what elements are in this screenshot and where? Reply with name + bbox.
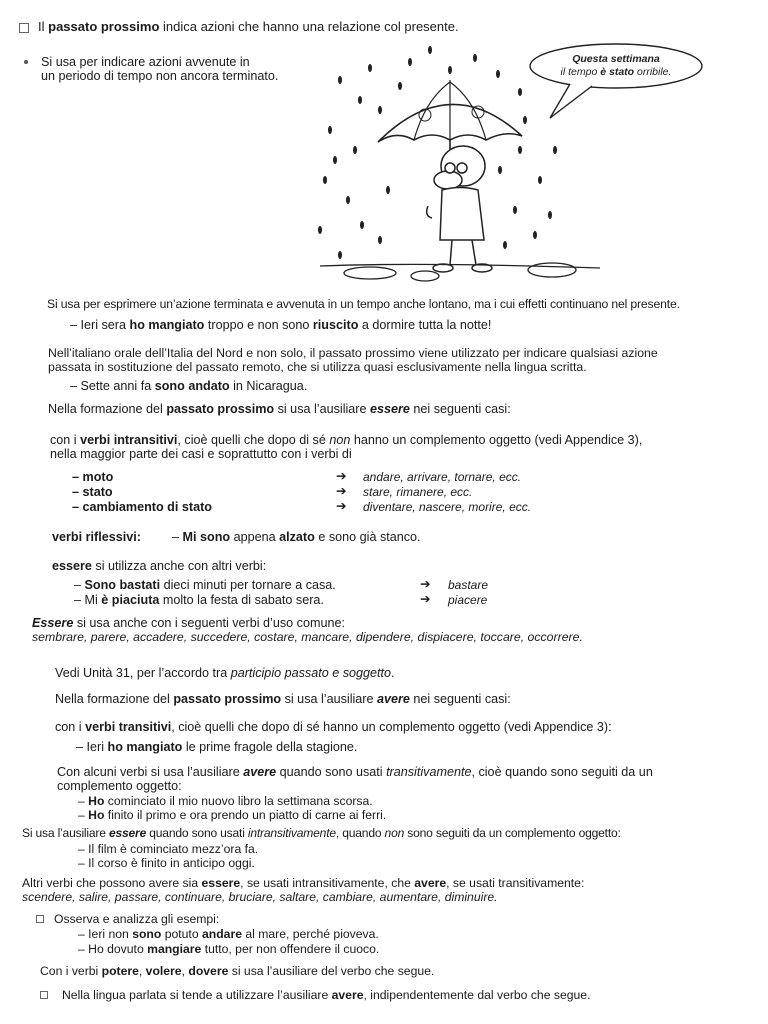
intro-term: passato prossimo xyxy=(48,19,160,34)
observe-title: Osserva e analizza gli esempi: xyxy=(54,912,220,926)
ex-text: in Nicaragua. xyxy=(229,379,308,393)
north-line1: Nell’italiano orale dell’Italia del Nord e non solo, il passato prossimo viene utilizzato per indicare qualsiasi azione xyxy=(48,346,658,360)
north-example xyxy=(70,379,307,394)
use1-line1: Si usa per indicare azioni avvenute in xyxy=(41,55,250,69)
observe-example1: – Ieri non sono potuto andare al mare, perché pioveva. xyxy=(78,927,379,941)
observe-example2: – Ho dovuto mangiare tutto, per non offendere il cuoco. xyxy=(78,942,380,956)
speech-bubble-tail xyxy=(550,84,592,118)
other-verbs-example2: – Mi è piaciuta molto la festa di sabato sera. xyxy=(74,593,324,607)
verb-group-label: – cambiamento di stato xyxy=(72,500,212,514)
reflexive-line: verbi riflessivi: xyxy=(52,530,141,544)
both-line: Altri verbi che possono avere sia essere, se usati intransitivamente, che avere, se usati transitivamente: xyxy=(22,876,585,890)
rain-umbrella-illustration xyxy=(300,40,720,290)
some-verbs-line1: Con alcuni verbi si usa l’ausiliare avere quando sono usati transitivamente, cioè quando sono seguiti da un xyxy=(57,765,653,779)
use2-example xyxy=(70,318,491,333)
intrans-essere-example2: – Il corso è finito in anticipo oggi. xyxy=(78,856,255,870)
infinitive: piacere xyxy=(448,593,488,607)
ex-verb: ho mangiato xyxy=(129,318,205,332)
verb-group-label: – moto xyxy=(72,470,114,484)
verb-group-label: – stato xyxy=(72,485,113,499)
checkbox-marker-icon xyxy=(36,915,44,923)
intro-text: indica azioni che hanno una relazione col presente. xyxy=(159,19,459,34)
speech-line1: Questa settimana xyxy=(572,53,660,65)
cartoon-figure xyxy=(427,146,492,272)
speech-bubble xyxy=(530,44,702,118)
verb-group-examples: diventare, nascere, morire, ecc. xyxy=(363,500,532,514)
intrans-essere-example1: – Il film è cominciato mezz’ora fa. xyxy=(78,842,259,856)
ex-verb: riuscito xyxy=(312,318,359,332)
intro-text: Il xyxy=(38,19,49,34)
transitive-example: – Ieri ho mangiato le prime fragole della stagione. xyxy=(76,740,358,754)
ex-text: – Sette anni fa xyxy=(70,379,155,393)
intrans-essere-line: Si usa l’ausiliare essere quando sono usati intransitivamente, quando non sono seguiti da un complemento oggetto: xyxy=(22,826,621,840)
other-verbs-example1: – Sono bastati dieci minuti per tornare a casa. xyxy=(74,578,336,592)
ex-text: – Ieri sera xyxy=(70,318,130,332)
intro-line xyxy=(38,20,459,35)
arrow-icon: ➔ xyxy=(420,592,431,606)
intransitive-line1: con i verbi intransitivi, cioè quelli che dopo di sé non hanno un complemento oggetto (vedi Appendice 3), xyxy=(50,433,643,447)
verb-group-examples: andare, arrivare, tornare, ecc. xyxy=(363,470,522,484)
arrow-icon: ➔ xyxy=(336,484,347,498)
arrow-icon: ➔ xyxy=(420,577,431,591)
use2-line: Si usa per esprimere un’azione terminata e avvenuta in un tempo anche lontano, ma i cui effetti continuano nel presente. xyxy=(47,297,680,311)
unit-reference: Vedi Unità 31, per l’accordo tra participio passato e soggetto. xyxy=(55,666,395,680)
arrow-icon: ➔ xyxy=(336,499,347,513)
avere-intro: Nella formazione del passato prossimo si usa l’ausiliare avere nei seguenti casi: xyxy=(55,692,511,706)
some-verbs-line2: complemento oggetto: xyxy=(57,779,182,793)
speech-line2: il tempo è stato orribile. xyxy=(560,66,672,78)
puddles xyxy=(320,263,600,281)
ex-verb: sono andato xyxy=(154,379,230,393)
common-verbs-list: sembrare, parere, accadere, succedere, costare, mancare, dipendere, dispiacere, toccare, occorrere. xyxy=(32,630,583,644)
bullet-icon xyxy=(24,60,28,64)
arrow-icon: ➔ xyxy=(336,469,347,483)
transitive-line: con i verbi transitivi, cioè quelli che dopo di sé hanno un complemento oggetto (vedi Appendice 3): xyxy=(55,720,612,734)
ex-text: troppo e non sono xyxy=(204,318,313,332)
reflexive-example: – Mi sono appena alzato e sono già stanco. xyxy=(172,530,421,544)
some-verbs-example2: – Ho finito il primo e ora prendo un piatto di carne ai ferri. xyxy=(78,808,387,822)
checkbox-marker-icon xyxy=(19,23,29,33)
essere-intro: Nella formazione del passato prossimo si usa l’ausiliare essere nei seguenti casi: xyxy=(48,402,511,416)
infinitive: bastare xyxy=(448,578,489,592)
spoken-language-line: Nella lingua parlata si tende a utilizzare l’ausiliare avere, indipendentemente dal verbo che segue. xyxy=(62,988,591,1002)
use1-line2: un periodo di tempo non ancora terminato. xyxy=(41,69,279,83)
intransitive-line2: nella maggior parte dei casi e soprattutto con i verbi di xyxy=(50,447,352,461)
checkbox-marker-icon xyxy=(40,991,48,999)
raindrops xyxy=(318,46,557,259)
modal-verbs-line: Con i verbi potere, volere, dovere si usa l’ausiliare del verbo che segue. xyxy=(40,964,435,978)
common-verbs-intro: Essere si usa anche con i seguenti verbi d’uso comune: xyxy=(32,616,345,630)
both-list: scendere, salire, passare, continuare, bruciare, saltare, cambiare, aumentare, diminuire. xyxy=(22,890,498,904)
ex-text: a dormire tutta la notte! xyxy=(358,318,492,332)
other-verbs-intro: essere si utilizza anche con altri verbi: xyxy=(52,559,267,573)
north-line2: passata in sostituzione del passato remoto, che si utilizza quasi esclusivamente nella lingua scritta. xyxy=(48,360,587,374)
some-verbs-example1: – Ho cominciato il mio nuovo libro la settimana scorsa. xyxy=(78,794,373,808)
verb-group-examples: stare, rimanere, ecc. xyxy=(363,485,473,499)
